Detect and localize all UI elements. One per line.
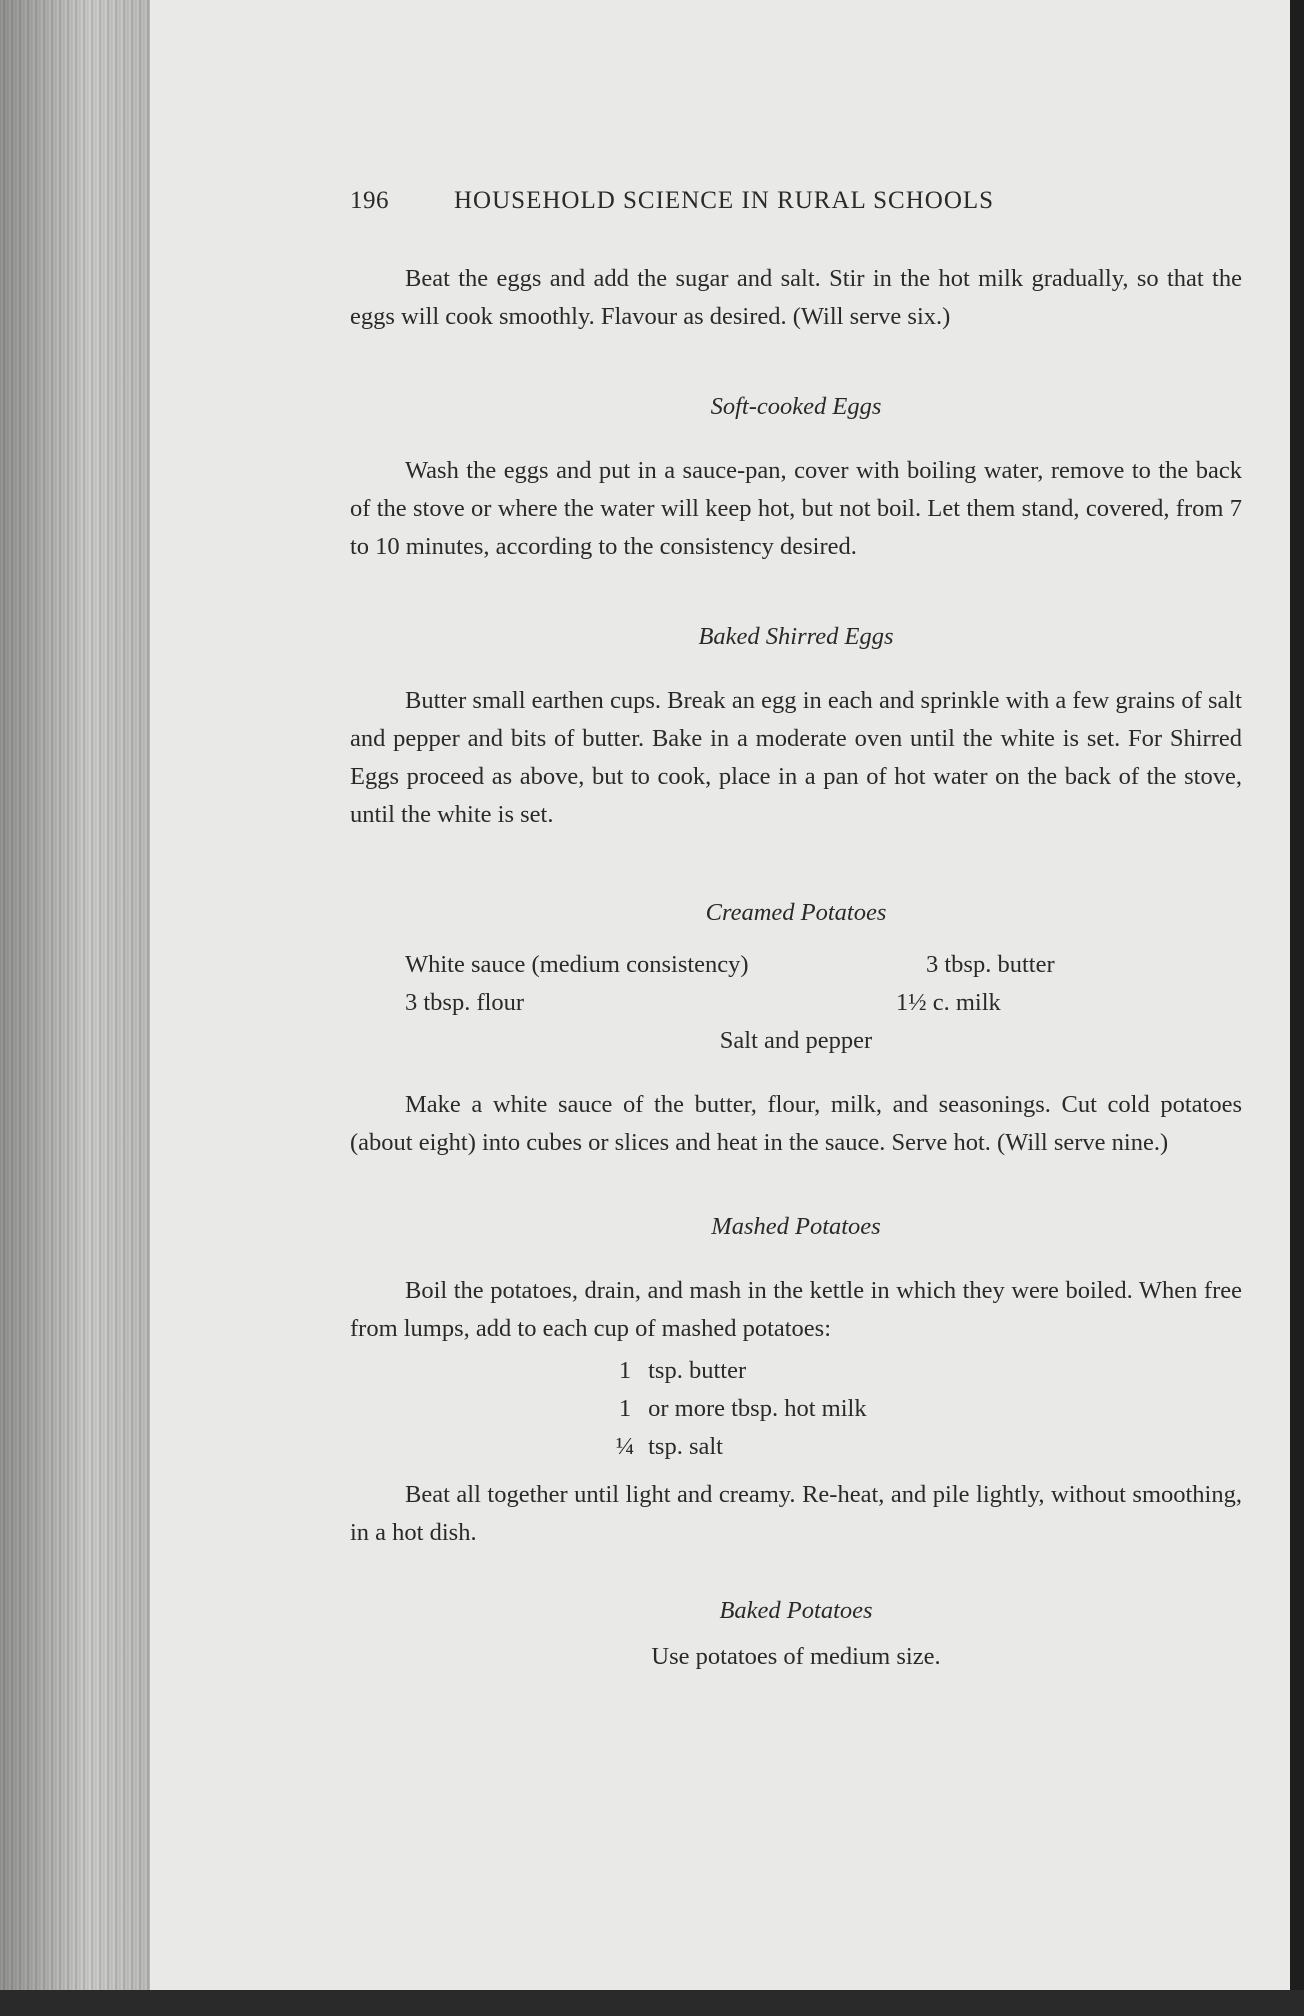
list-item: 1 tsp. butter [618,1357,747,1384]
ingredient: 3 tbsp. flour [405,989,525,1016]
right-shadow [1290,0,1304,2016]
soft-cooked-eggs-title: Soft-cooked Eggs [710,393,882,420]
baked-shirred-eggs-text: Butter small earthen cups. Break an egg in each and sprinkle with a few grains of salt and pepper and bits of butter. Bake in a moderate oven until the white is set. For Shirred Eggs proceed as above, but to cook, place in a pan of hot water on the back of the stove, until the white is set. [350,687,1242,828]
mashed-potatoes-title: Mashed Potatoes [711,1213,881,1240]
baked-potatoes-text: Use potatoes of medium size. [651,1643,941,1670]
page-content [350,182,1242,1676]
ingredient: 1½ c. milk [896,989,1001,1016]
bottom-shadow [0,1990,1304,2016]
baked-shirred-eggs-title: Baked Shirred Eggs [698,623,894,650]
page-number: 196 [350,187,389,214]
list-item: ¼ tsp. salt [615,1433,723,1460]
creamed-potatoes-text: Make a white sauce of the butter, flour, milk, and seasonings. Cut cold potatoes (about eight) into cubes or slices and heat in the sauce. Serve hot. (Will serve nine.) [350,1091,1242,1156]
creamed-potatoes-ingredients [350,946,1242,1022]
running-title: HOUSEHOLD SCIENCE IN RURAL SCHOOLS [454,187,995,214]
page-edges [0,0,150,1990]
baked-potatoes-title: Baked Potatoes [719,1597,873,1624]
mashed-potatoes-ingredients [350,1352,1242,1466]
running-header [350,182,1242,220]
creamed-potatoes-title: Creamed Potatoes [705,899,887,926]
ingredient-centered: Salt and pepper [719,1027,873,1054]
list-item: 1 or more tbsp. hot milk [618,1395,867,1422]
ingredient: 3 tbsp. butter [926,951,1055,978]
ingredient: White sauce (medium consistency) [405,951,749,978]
mashed-potatoes-text-2: Beat all together until light and creamy. Re-heat, and pile lightly, without smoothing, in a hot dish. [350,1481,1242,1546]
soft-cooked-eggs-text: Wash the eggs and put in a sauce-pan, cover with boiling water, remove to the back of the stove or where the water will keep hot, but not boil. Let them stand, covered, from 7 to 10 minutes, according to the consistency desired. [350,457,1242,560]
mashed-potatoes-text: Boil the potatoes, drain, and mash in the kettle in which they were boiled. When free from lumps, add to each cup of mashed potatoes: [350,1277,1242,1342]
intro-paragraph: Beat the eggs and add the sugar and salt. Stir in the hot milk gradually, so that the eggs will cook smoothly. Flavour as desired. (Will serve six.) [350,265,1242,330]
